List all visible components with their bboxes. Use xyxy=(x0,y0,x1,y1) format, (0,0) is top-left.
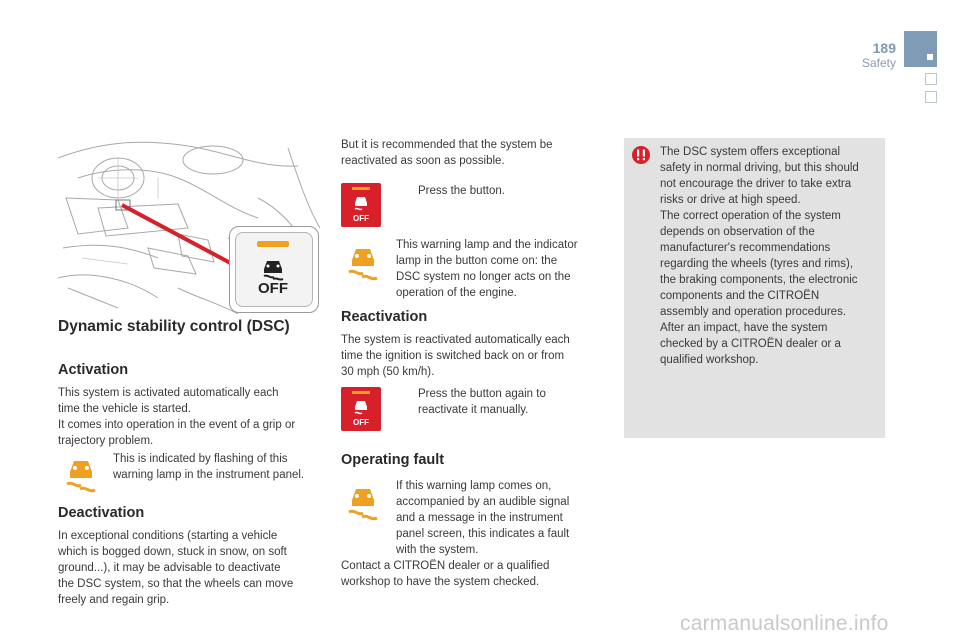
reactivation-advice: But it is recommended that the system be reactivated as soon as possible. xyxy=(341,139,553,167)
section-tab-empty xyxy=(925,73,937,85)
reactivation-paragraph: The system is reactivated automatically each time the ignition is switched back on or from 30 mph (50 km/h). xyxy=(341,334,570,378)
exclamation-warning-icon xyxy=(632,146,650,169)
section-tab-active xyxy=(904,31,937,67)
page-title: Dynamic stability control (DSC) xyxy=(58,318,290,335)
activation-heading: Activation xyxy=(58,362,129,378)
watermark: carmanualsonline.info xyxy=(680,612,889,635)
section-tab-empty xyxy=(925,91,937,103)
press-again-step: Press the button again to reactivate it manually. xyxy=(418,388,546,416)
skidding-car-lamp-icon xyxy=(346,242,380,287)
dsc-off-button-large xyxy=(229,226,319,313)
press-button-step: Press the button. xyxy=(418,185,505,197)
deactivation-paragraph: In exceptional conditions (starting a vehicle which is bogged down, stuck in snow, on soft ground...), it may be advisable to deactivate the DSC system, so that the wheels can move freely and regain grip. xyxy=(58,530,294,606)
activation-paragraph: This system is activated automatically each time the vehicle is started. It comes into operation in the event of a grip or trajectory problem. xyxy=(58,387,296,447)
safety-notice-text: The DSC system offers exceptional safety in normal driving, but this should not encourage the driver to take extra risks or drive at high speed. The correct operation of the system depends on observation of the manufacturer's recommendations regarding the wheels (tyres and rims), the braking components, the electronic components and the CITROËN assembly and operation procedures. After an impact, have the system checked by a CITROËN dealer or a qualified workshop. xyxy=(660,146,859,366)
indicator-lamp xyxy=(257,241,289,247)
skidding-car-lamp-icon xyxy=(346,482,380,527)
fault-lamp-text: If this warning lamp comes on, accompanied by an audible signal and a message in the instrument panel screen, this indicates a fault with the system. xyxy=(396,480,570,556)
skidding-car-lamp-icon xyxy=(64,454,98,499)
deactivation-heading: Deactivation xyxy=(58,505,145,521)
dsc-off-button-icon: OFF xyxy=(341,387,381,431)
off-label: OFF xyxy=(258,280,288,297)
operating-fault-heading: Operating fault xyxy=(341,452,445,468)
deactivation-lamp-text: This warning lamp and the indicator lamp in the button come on: the DSC system no longer acts on the operation of the engine. xyxy=(396,239,578,299)
safety-notice-box xyxy=(624,138,885,438)
section-title: Safety xyxy=(861,56,896,70)
fault-paragraph: Contact a CITROËN dealer or a qualified workshop to have the system checked. xyxy=(341,560,550,588)
reactivation-heading: Reactivation xyxy=(341,309,428,325)
activation-lamp-text: This is indicated by flashing of this warning lamp in the instrument panel. xyxy=(113,453,305,481)
page-number: 189 xyxy=(872,40,896,56)
dsc-off-button-icon: OFF xyxy=(341,183,381,227)
